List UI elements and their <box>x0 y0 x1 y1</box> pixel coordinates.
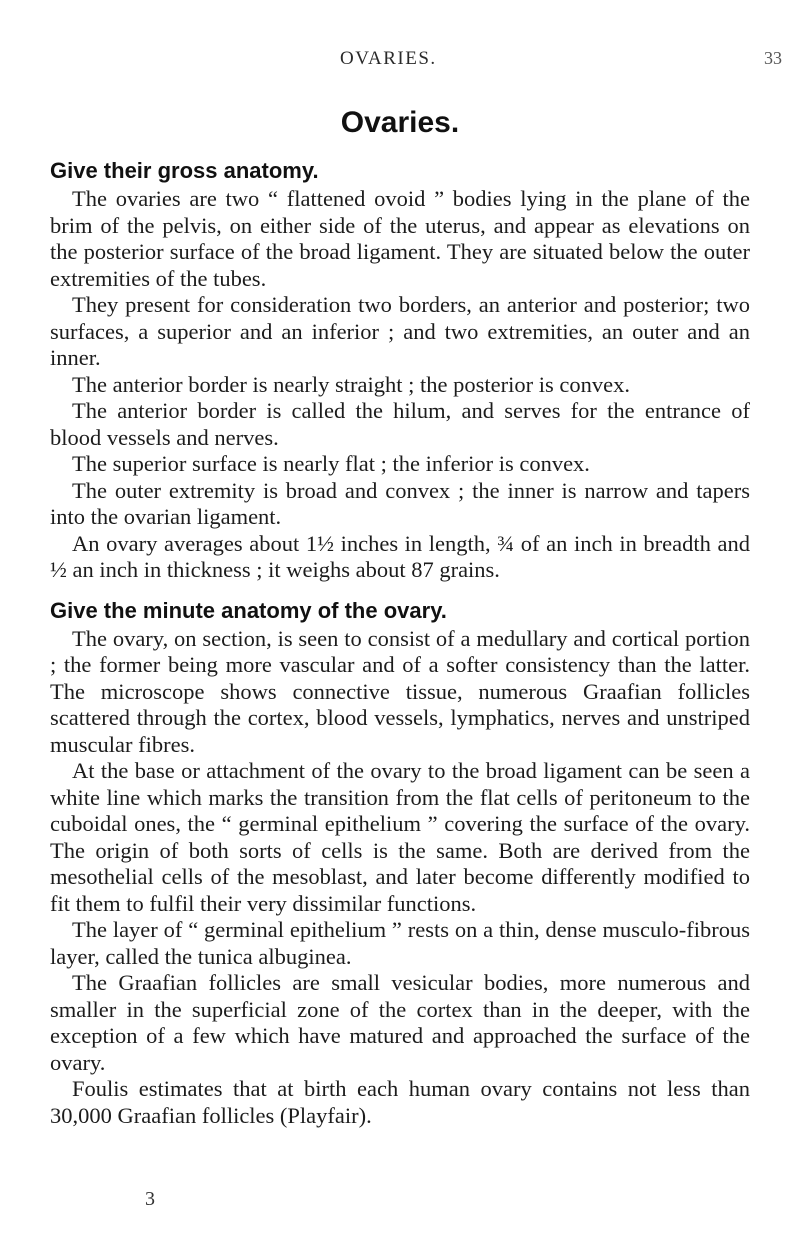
paragraph: At the base or attachment of the ovary to the broad ligament can be seen a white line which marks the transition from the flat cells of peritoneum to the cuboidal ones, the “ germinal epithelium ” covering the surface of the ovary. The origin of both sorts of cells is the same. Both are derived from the mesothelial cells of the mesoblast, and later become differently modified to fit them to fulfil their very dissimilar functions. <box>50 758 750 916</box>
section-heading-minute-anatomy: Give the minute anatomy of the ovary. <box>50 597 447 623</box>
paragraph: Foulis estimates that at birth each human ovary contains not less than 30,000 Graafian follicles (Playfair). <box>50 1076 750 1128</box>
running-head <box>0 48 800 78</box>
paragraph: The layer of “ germinal epithelium ” rests on a thin, dense musculo-fibrous layer, called the tunica albuginea. <box>50 917 750 969</box>
paragraph: The ovary, on section, is seen to consist of a medullary and cortical portion ; the former being more vascular and of a softer consistency than the latter. The microscope shows connective tissue, numerous Graafian follicles scattered through the cortex, blood vessels, lymphatics, nerves and unstriped muscular fibres. <box>50 625 750 757</box>
paragraph: The anterior border is called the hilum, and serves for the entrance of blood vessels and nerves. <box>50 398 750 450</box>
signature-mark: 3 <box>145 1188 155 1210</box>
paragraph: The Graafian follicles are small vesicular bodies, more numerous and smaller in the superficial zone of the cortex than in the deeper, with the exception of a few which have matured and approached the surface of the ovary. <box>50 970 750 1075</box>
paragraph: The outer extremity is broad and convex ; the inner is narrow and tapers into the ovarian ligament. <box>50 477 750 529</box>
body-text <box>50 156 750 1129</box>
running-head-title: OVARIES. <box>340 48 437 69</box>
paragraph: They present for consideration two borders, an anterior and posterior; two surfaces, a superior and an inferior ; and two extremities, an outer and an inner. <box>50 292 750 370</box>
paragraph: An ovary averages about 1½ inches in length, ¾ of an inch in breadth and ½ an inch in thickness ; it weighs about 87 grains. <box>50 530 750 582</box>
chapter-title: Ovaries. <box>340 106 460 139</box>
section-heading-gross-anatomy: Give their gross anatomy. <box>50 158 319 183</box>
paragraph: The anterior border is nearly straight ; the posterior is convex. <box>72 371 630 397</box>
paragraph: The ovaries are two “ flattened ovoid ” bodies lying in the plane of the brim of the pelvis, on either side of the uterus, and appear as elevations on the posterior surface of the broad ligament. They are situated below the outer extremities of the tubes. <box>50 186 750 291</box>
page-number: 33 <box>764 48 782 68</box>
paragraph: The superior surface is nearly flat ; the inferior is convex. <box>72 451 590 476</box>
